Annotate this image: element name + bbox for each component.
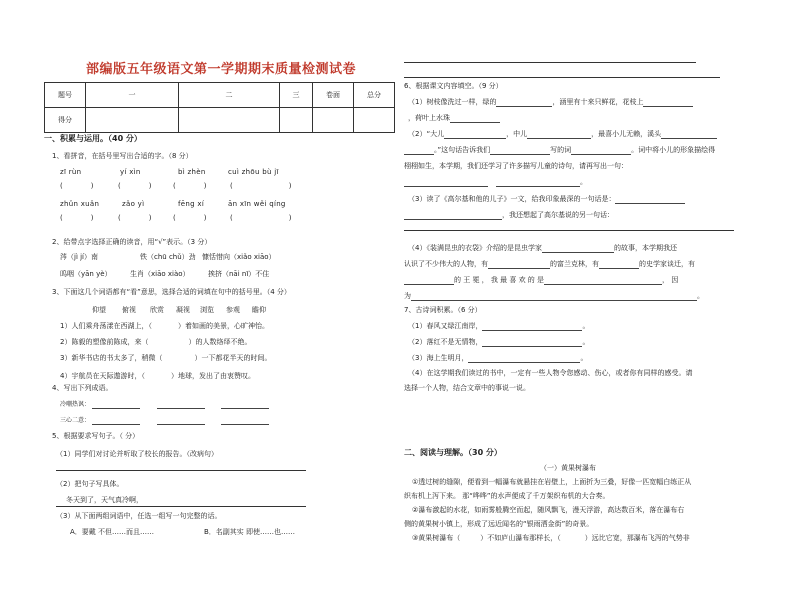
question-4: 4、写出下列成语。: [52, 384, 113, 392]
pinyin-5: zhǔn xuǎn: [60, 200, 100, 208]
q5-part-1: （1）同学们对讨论并听取了校长的报告。（改病句）: [56, 450, 218, 458]
q3-sentence-3: 3）新华书店的书太多了，稍微（ ）一下都花半天的时间。: [60, 354, 272, 362]
q3-word-1: 仰望: [92, 306, 106, 314]
score-table: [44, 82, 395, 133]
q6-blank-1[interactable]: [496, 99, 552, 107]
question-3: 3、下面这几个词语都有“看”意思，选择合适的词填在句中的括号里。（4 分）: [52, 288, 291, 296]
q6-blank-4[interactable]: [444, 131, 506, 139]
q7-line-5: 选择一个人物，结合文章中的事说一说。: [404, 384, 530, 392]
score-input-2[interactable]: [179, 108, 280, 133]
q4-blank-3[interactable]: [221, 401, 269, 409]
q6-blank-2[interactable]: [643, 99, 693, 107]
q6-line-5: 栩栩如生，本学期，我们还学习了许多描写儿童的诗句，请再写出一句：: [404, 162, 628, 170]
q4-blank-6[interactable]: [221, 417, 269, 425]
q5-part-2: （2）把句子写具体。: [56, 480, 124, 488]
answer-box-5[interactable]: ( ): [60, 214, 94, 222]
q5-part-2-prompt: 冬天到了，天气真冷啊，: [66, 496, 143, 504]
cell-neatness: 卷面: [313, 83, 354, 108]
answer-box-1[interactable]: ( ): [60, 182, 94, 190]
reading-para-3-line-1: ③黄果树瀑布（ ）不如庐山瀑布那样长，（ ）远比它宽，那瀑布飞泻的气势非: [412, 534, 690, 542]
score-value-row: [45, 108, 395, 133]
q5-answer-line-1[interactable]: [56, 470, 306, 471]
answer-box-2[interactable]: ( ): [118, 182, 152, 190]
q7-line-2: （2）落红不是无情物， 。: [408, 338, 590, 346]
q2-item-3[interactable]: 慷恬惜向（xiǎo xiāo）: [202, 253, 276, 261]
q3-sentence-1: 1）人们乘舟荡漾在西湖上，（ ）着如画的美景，心旷神怡。: [60, 322, 269, 330]
reading-title: （一）黄果树瀑布: [540, 464, 596, 472]
score-input-3[interactable]: [280, 108, 313, 133]
q2-item-2[interactable]: 铁（chū chǔ）劲: [140, 253, 196, 261]
q3-word-4: 凝视: [176, 306, 190, 314]
q6-line-6: 。: [404, 178, 587, 187]
q4-blank-5[interactable]: [157, 417, 205, 425]
question-1: 1、看拼音，在括号里写出合适的字。（8 分）: [52, 152, 193, 160]
q6-line-3: （2）“大儿 ，中儿 ，最喜小儿无赖，溪头: [408, 130, 717, 139]
q7-blank-1[interactable]: [482, 323, 582, 331]
q4-row-2: 三心二意：: [60, 416, 269, 425]
q2-item-5[interactable]: 生肖（xiāo xiào）: [130, 270, 190, 278]
q2-item-4[interactable]: 呜咽（yān yè）: [60, 270, 112, 278]
q6-blank-16[interactable]: [599, 261, 639, 269]
q6-blank-17[interactable]: [404, 277, 454, 285]
q7-line-3: （3）海上生明月， 。: [408, 354, 588, 362]
q6-line-2: ，荷叶上水珠: [408, 114, 500, 123]
cell-part-3: 三: [280, 83, 313, 108]
q6-blank-10[interactable]: [404, 179, 488, 187]
answer-box-3[interactable]: ( ): [173, 182, 207, 190]
q6-blank-13[interactable]: [404, 212, 502, 220]
q6-blank-14[interactable]: [542, 245, 614, 253]
cell-part-1: 一: [86, 83, 179, 108]
q6-line-11: 的 王 冕 ， 我 最 喜 欢 的 是 ， 因: [404, 276, 678, 285]
reading-para-2-line-1: ②瀑布激起的水花，如雨雾般腾空而起，随风飘飞，漫天浮游，高达数百米，落在瀑布右: [412, 506, 685, 514]
reading-para-1-line-2: 织布机上泻下来。 那“哗哗”的水声便成了千万架织布机的大合奏。: [404, 492, 610, 500]
section-2-heading: 二、阅读与理解。（30 分）: [404, 448, 502, 457]
q6-blank-12[interactable]: [615, 196, 685, 204]
q6-line-4: 。”这句话告诉我们 写的词 。词中将小儿的形象描绘得: [404, 146, 715, 155]
q6-blank-3[interactable]: [450, 115, 500, 123]
section-1-heading: 一、积累与运用。（40 分）: [44, 134, 142, 143]
reading-para-1-line-1: ①透过树的缝隙，便看到一幅瀑布就悬挂在岩壁上，上面折为三叠，好像一匹宽幅白练正从: [412, 478, 692, 486]
q2-item-1[interactable]: 涔（jì jí）南: [60, 253, 99, 261]
q4-blank-4[interactable]: [92, 417, 140, 425]
cell-part-2: 二: [179, 83, 280, 108]
page-title: 部编版五年级语文第一学期期末质量检测试卷: [86, 62, 357, 77]
cell-score-label: 得分: [45, 108, 86, 133]
top-answer-line-2[interactable]: [404, 77, 720, 78]
answer-box-6[interactable]: ( ): [118, 214, 152, 222]
top-answer-line-1[interactable]: [404, 62, 696, 63]
q6-line-12: 为 。: [404, 292, 704, 300]
q3-word-7: 瞻仰: [252, 306, 266, 314]
cell-total: 总分: [354, 83, 395, 108]
q6-blank-8[interactable]: [490, 147, 550, 155]
q6-line-10: 认识了不少伟大的人物，有 的富兰克林，有 的史学家谈迁，有: [404, 260, 695, 268]
q3-sentence-4: 4）宇航员在天际遨游时，（ ）地球，发出了由衷赞叹。: [60, 372, 255, 380]
q6-line-9: （4）《装满昆虫的衣袋》介绍的是昆虫学家 的故事，本学期我还: [408, 244, 677, 252]
q3-word-6: 参观: [226, 306, 240, 314]
question-5: 5、根据要求写句子。（ 分）: [52, 432, 140, 440]
question-6: 6、根据课文内容填空。（9 分）: [404, 82, 503, 90]
q6-line-8: ，我还想起了高尔基说的另一句话：: [404, 211, 614, 220]
answer-box-8[interactable]: ( ): [230, 214, 292, 222]
cell-label: 题号: [45, 83, 86, 108]
q6-blank-5[interactable]: [527, 131, 591, 139]
score-input-1[interactable]: [86, 108, 179, 133]
q6-blank-6[interactable]: [661, 131, 717, 139]
score-input-total[interactable]: [354, 108, 395, 133]
pinyin-6: zǎo yì: [122, 200, 145, 208]
q6-blank-7[interactable]: [404, 147, 434, 155]
q4-blank-1[interactable]: [92, 401, 140, 409]
pinyin-3: bì zhèn: [178, 168, 206, 176]
q7-blank-2[interactable]: [482, 339, 582, 347]
q5-option-b[interactable]: B．名副其实 即使……也……: [204, 528, 296, 536]
pinyin-2: yí xìn: [120, 168, 141, 176]
q4-blank-2[interactable]: [157, 401, 205, 409]
q6-blank-15[interactable]: [488, 261, 550, 269]
q3-sentence-2: 2）陈毅的塑像前陈成，来（ ）的人数络绎不绝。: [60, 338, 252, 346]
q5-answer-line-2[interactable]: [56, 506, 306, 507]
q6-blank-18[interactable]: [544, 277, 662, 285]
q3-word-5: 浏览: [200, 306, 214, 314]
answer-box-7[interactable]: ( ): [173, 214, 207, 222]
pinyin-1: zī rùn: [60, 168, 82, 176]
score-input-neatness[interactable]: [313, 108, 354, 133]
q6-blank-19[interactable]: [411, 293, 697, 301]
q6-blank-11[interactable]: [496, 179, 580, 187]
reading-para-2-line-2: 侧的黄果树小镇上，形成了远近闻名的“银雨洒金街”的奇景。: [404, 520, 594, 528]
pinyin-8: ān xīn wěi qíng: [228, 200, 286, 208]
q7-line-1: （1）春风又绿江南岸， 。: [408, 322, 590, 330]
score-header-row: [45, 83, 395, 108]
q5-part-3: （3）从下面两组词语中，任选一组写一句完整的话。: [56, 512, 222, 520]
pinyin-4: cuì zhōu bù jī: [228, 168, 279, 176]
question-7: 7、古诗词积累。（6 分）: [404, 306, 482, 314]
question-2: 2、给带点字选择正确的读音，用“√”表示。（3 分）: [52, 238, 212, 246]
q3-word-3: 欣赏: [150, 306, 164, 314]
pinyin-7: fēng xí: [178, 200, 205, 208]
q2-item-6[interactable]: 挨挤（nāi nī）不住: [208, 270, 270, 278]
q6-line-1: （1）树枝像洗过一样，绿的 ，涵里有十来只鲜花，花枝上: [408, 98, 693, 107]
q3-word-2: 俯视: [122, 306, 136, 314]
q7-line-4: （4）在这学期我们读过的书中，一定有一些人物令您感动、伤心，或者你有同样的感受。请: [408, 369, 693, 377]
answer-box-4[interactable]: ( ): [230, 182, 292, 190]
q4-row-1: 冷嘲热讽：: [60, 400, 269, 409]
q5-option-a[interactable]: A．要戴 不但……而且……: [70, 528, 155, 536]
q6-answer-line[interactable]: [404, 230, 734, 231]
q6-blank-9[interactable]: [571, 147, 631, 155]
q6-line-7: （3）读了《高尔基和他的儿子》一文，给我印象最深的一句话是：: [408, 195, 685, 204]
q7-blank-3[interactable]: [468, 355, 580, 363]
